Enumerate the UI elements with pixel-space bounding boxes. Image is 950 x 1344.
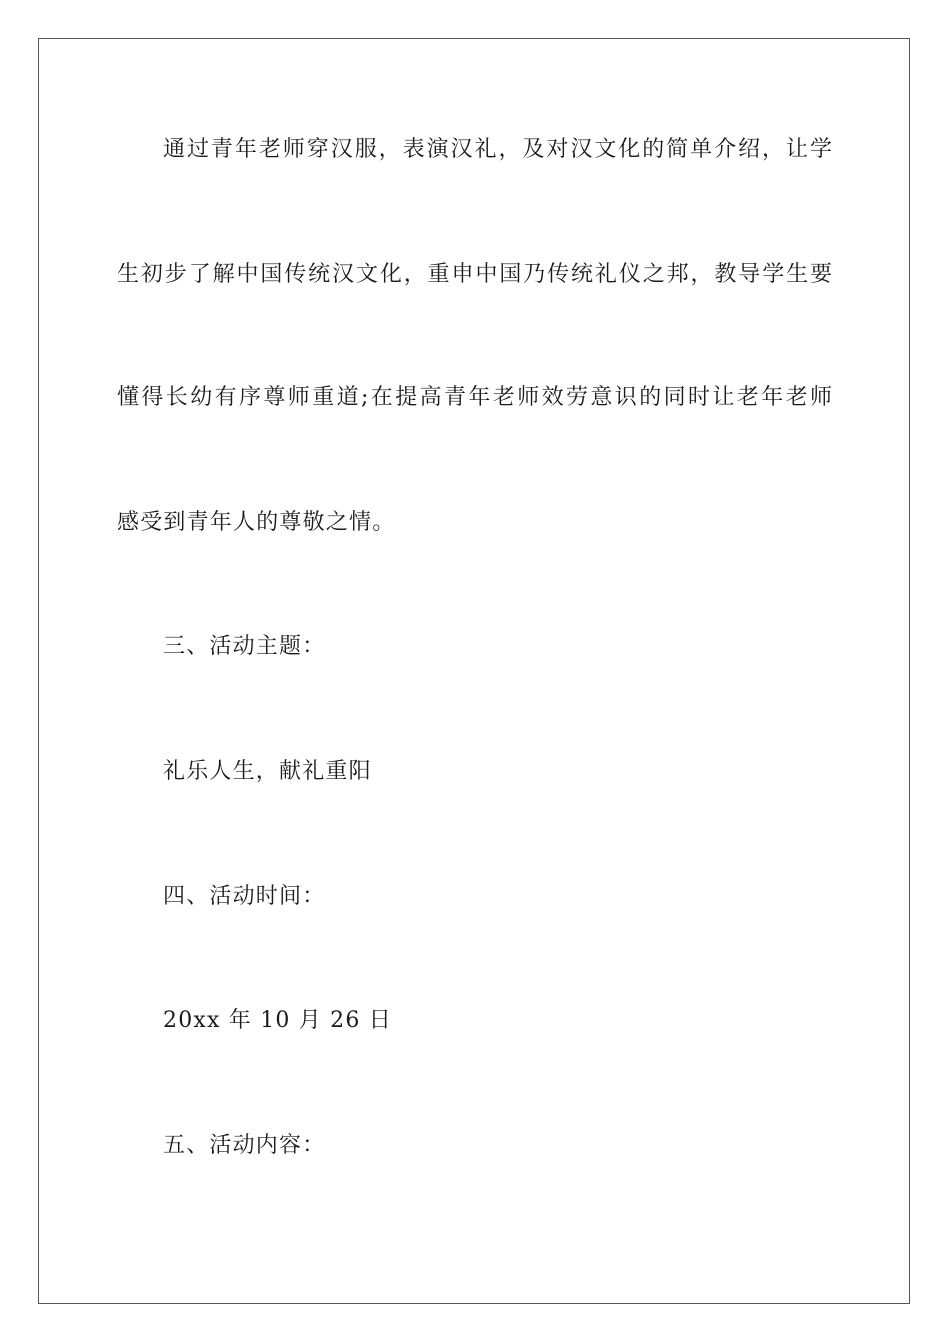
section-5-heading: 五、活动内容： bbox=[163, 1133, 326, 1158]
paragraph-line-3: 懂得长幼有序尊师重道;在提高青年老师效劳意识的同时让老年老师 bbox=[117, 385, 832, 410]
section-3-content: 礼乐人生，献礼重阳 bbox=[163, 759, 372, 784]
paragraph-line-4: 感受到青年人的尊敬之情。 bbox=[117, 510, 396, 535]
section-4-heading: 四、活动时间： bbox=[163, 884, 326, 909]
section-3-heading: 三、活动主题： bbox=[163, 634, 326, 659]
paragraph-line-1: 通过青年老师穿汉服，表演汉礼，及对汉文化的简单介绍，让学 bbox=[163, 137, 832, 162]
paragraph-line-2: 生初步了解中国传统汉文化，重申中国乃传统礼仪之邦，教导学生要 bbox=[117, 262, 832, 287]
section-4-content: 20xx 年 10 月 26 日 bbox=[163, 1008, 392, 1033]
page-border bbox=[38, 38, 910, 1304]
